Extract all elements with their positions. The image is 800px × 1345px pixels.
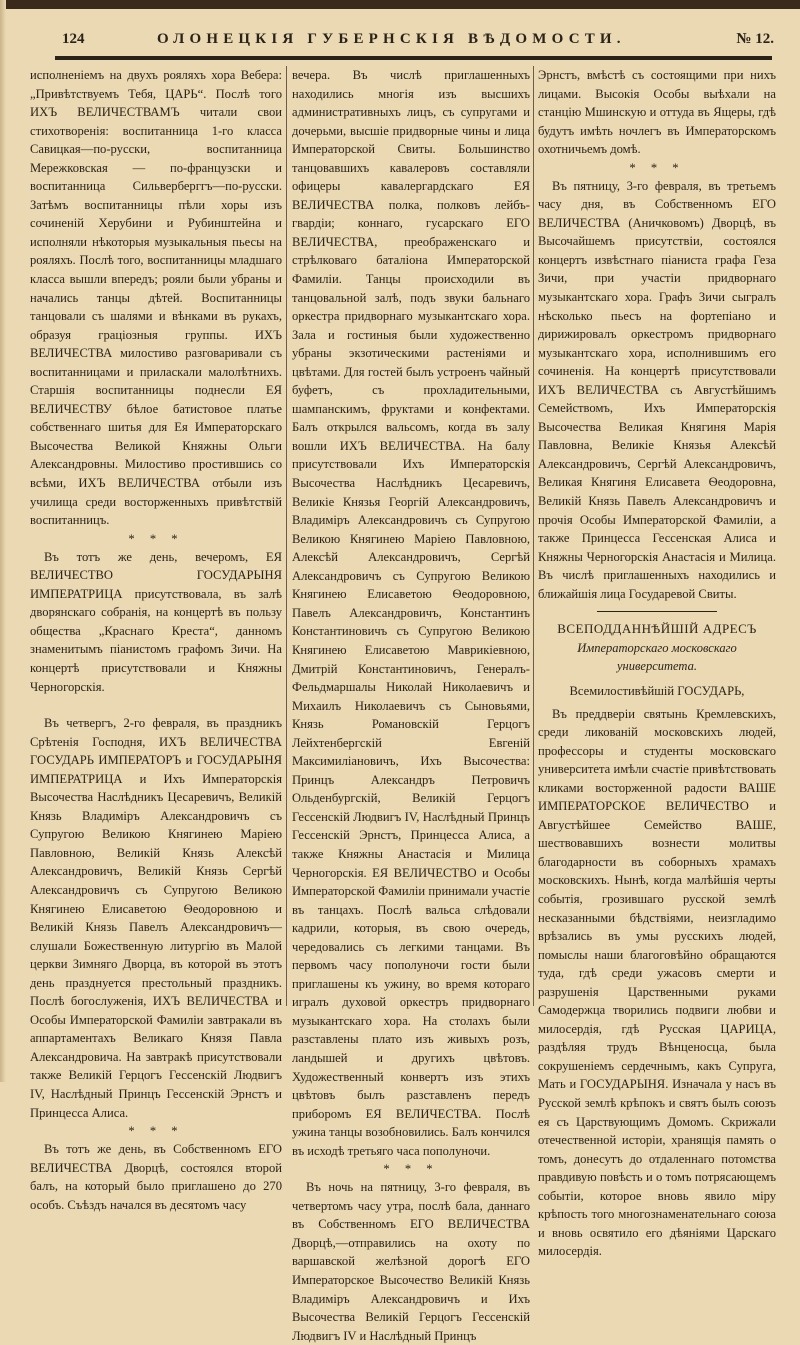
page-shadow xyxy=(0,0,6,1082)
section-separator: * * * xyxy=(383,1162,439,1177)
paragraph: Въ четвергъ, 2-го февраля, въ праздникъ Срѣтенія Господня, ИХЪ ВЕЛИЧЕСТВА ГОСУДАРЬ ИМПЕРАТОРЪ и ГОСУДАРЫНЯ ИМПЕРАТРИЦА и Ихъ Императорскія Высочества Наслѣдникъ Цесаревичъ, Великій Князь Владиміръ Александровичъ съ Супругою Великою Княгинею Маріею Павловною, Великій Князь Алексѣй Александровичъ, Великій Князь Сергѣй Александровичъ съ Супругою Великою Княгинею Елисаветою Ѳеодоровною и Великій Князь Павелъ Александровичъ—слушали Божественную литургію въ Малой церкви Зимняго Дворца, въ которой въ этотъ день празднуется престольный праздникъ. Послѣ богослуженія, ИХЪ ВЕЛИЧЕСТВА и Особы Императорской Фамиліи завтракали въ аппартаментахъ Великаго Князя Павла Александровича. На завтракѣ присутствовали также Великій Герцогъ Гессенскій Людвигъ IV, Наслѣдный Принцъ Гессенскій Эрнстъ и Принцесса Алиса. xyxy=(30,716,282,1120)
address-salutation: Всемилостивѣйшій ГОСУДАРЬ, xyxy=(569,683,745,698)
paragraph: исполненіемъ на двухъ рояляхъ хора Вебера: „Привѣтствуемъ Тебя, ЦАРЬ“. Послѣ того ИХЪ ВЕЛИЧЕСТВАМЪ читали свои стихотворенія: воспитанница 1-го класса Савицкая—по-русски, воспитанница Мережковская — по-французски и воспитанница Сильверберггъ—по-русски. Затѣмъ воспитанницы пѣли хоры изъ сочиненій Херубини и Рубинштейна и исполняли нѣкоторыя музыкальныя пьесы на рояляхъ. Послѣ того, воспитанницы младшаго класса вышли впередъ; рояли были убраны и начались танцы дѣтей. Воспитанницы танцовали съ шалями и вѣнками въ рукахъ, образуя граціозныя группы. ИХЪ ВЕЛИЧЕСТВА милостиво разговаривали съ воспитанницами и приласкали малолѣтнихъ. Старшія воспитанницы поднесли ЕЯ ВЕЛИЧЕСТВУ бѣлое батистовое платье собственнаго шитья для Ея Императорскаго Высочества Великой Княжны Ольги Александровны. Милостиво простившись со всѣми, ИХЪ ВЕЛИЧЕСТВА отбыли изъ училища среди восторженныхъ привѣтствій воспитанницъ. xyxy=(30,68,282,528)
address-body: Въ преддверіи святынь Кремлевскихъ, среди ликованій московскихъ людей, профессоры и студенты московскаго университета имѣли счастіе привѣтствовать кликами восторженной радости ВАШЕ ИМПЕРАТОРСКОЕ ВЕЛИЧЕСТВО и Августѣйшее Семейство ВАШЕ, шествовавшихъ вознести молитвы благодарности въ соборныхъ храмахъ московскихъ. Нынѣ, когда малѣйшія черты событія, грозившаго русской землѣ несказанными бѣдствіями, неизгладимо врѣзались въ умы русскихъ людей, помыслы наши благоговѣйно обращаются туда, гдѣ среди ужасовъ смерти и разрушенія Царственными руками Самодержца творились подвиги любви и милосердія, гдѣ Русская ЦАРИЦА, раздѣляя трудъ Вѣнценосца, была сокрушеніемъ сердечнымъ, какъ Супруга, Мать и ГОСУДАРЫНЯ. Изначала у насъ въ Русской землѣ крѣпокъ и святъ былъ союзъ ея съ Царствующимъ Домомъ. Скрижали отечественной исторіи, хранящія память о томъ, донесутъ до отдаленнаго потомства правдивую повѣсть и о томъ потрясающемъ событіи, которое вновь явило міру крѣпость того многознаменательнаго союза и вновь освятило его дѣяніями Царскаго милосердія. xyxy=(538,706,776,1259)
column-1 xyxy=(30,66,282,1214)
newspaper-title: ОЛОНЕЦКІЯ ГУБЕРНСКІЯ ВѢДОМОСТИ. xyxy=(157,31,626,47)
column-2 xyxy=(292,66,530,1345)
address-heading: ВСЕПОДДАННѢЙШІЙ АДРЕСЪ xyxy=(557,621,757,637)
section-separator: * * * xyxy=(629,160,685,175)
address-subheading: Императорскаго московскаго университета. xyxy=(577,640,737,674)
paragraph: вечера. Въ числѣ приглашенныхъ находились многія изъ высшихъ административныхъ лицъ, съ супругами и дочерьми, высшіе придворные чины и лица Императорской Свиты. Большинство танцовавшихъ кавалеровъ составляли офицеры кавалергардскаго ЕЯ ВЕЛИЧЕСТВА полка, полковъ лейбъ-гвардіи; коннаго, гусарскаго ЕГО ВЕЛИЧЕСТВА, преображенскаго и стрѣлковаго баталіона Императорской Фамиліи. Танцы происходили въ танцовальной залѣ, подъ звуки бальнаго оркестра придворнаго музыкантскаго хора. Зала и гостиныя были художественно убраны экзотическими растеніями и цвѣтами. Для гостей былъ устроенъ чайный буфетъ, съ прохладительными, шампанскимъ, фруктами и конфектами. Балъ открылся вальсомъ, когда въ залу вошли ИХЪ ВЕЛИЧЕСТВА. На балу присутствовали Ихъ Императорскія Высочества Наслѣдникъ Цесаревичъ, Великіе Князья Георгій Александровичъ, Владиміръ Александровичъ съ Супругою Великою Княгинею Маріею Павловною, Алексѣй Александровичъ, Сергѣй Александровичъ съ Супругою Великою Княгинею Елисаветою Ѳеодоровною, Павелъ Александровичъ, Константинъ Константиновичъ съ Супругою Великою Княгинею Елисаветою Маврикіевною, Дмитрій Константиновичъ, Генералъ-Фельдмаршалы Николай Николаевичъ и Михаилъ Николаевичъ съ Сыновьями, Князь Романовскій Герцогъ Лейхтенбергскій Евгеній Максимиліановичъ, Ихъ Высочества: Принцъ Александръ Петровичъ Ольденбургскій, Великій Герцогъ Гессенскій Людвигъ IV, Наслѣдный Принцъ Гессенскій Эрнстъ, Принцесса Алиса, а также Княжны Анастасія и Милица Черногорскія. ЕЯ ВЕЛИЧЕСТВО и Особы Императорской Фамиліи принимали участіе въ танцахъ. Послѣ вальса слѣдовали кадрили, которыя, въ свою очередь, чередовались съ легкими танцами. Въ первомъ часу пополуночи гости были приглашены къ ужину, во время котораго игралъ духовой оркестръ придворнаго музыкантскаго хора. На столахъ были разставлены плато изъ живыхъ розъ, ландышей и другихъ цвѣтовъ. Художественный конвертъ изъ этихъ цвѣтовъ былъ разставленъ передъ приборомъ ЕЯ ВЕЛИЧЕСТВА. Послѣ ужина танцы возобновились. Балъ кончился въ исходѣ третьяго часа пополуночи. xyxy=(292,68,530,1158)
paragraph: Въ пятницу, 3-го февраля, въ третьемъ часу дня, въ Собственномъ ЕГО ВЕЛИЧЕСТВА (Аничковомъ) Дворцѣ, въ Высочайшемъ присутствіи, состоялся концертъ извѣстнаго піаниста графа Геза Зичи, при участіи придворнаго музыкантскаго хора. Графъ Зичи сыгралъ нѣсколько пьесъ на фортепіано и дирижировалъ оркестромъ придворнаго музыкантскаго хора, исполнившимъ его сочиненія. На концертѣ присутствовали ИХЪ ВЕЛИЧЕСТВА съ Августѣйшимъ Семействомъ, Ихъ Императорскія Высочества Великая Княгиня Марія Павловна, Великіе Князья Алексѣй Александровичъ, Сергѣй Александровичъ, Великая Княгиня Елисавета Ѳеодоровна, Великій Князь Павелъ Александровичъ и прочія Особы Императорской Фамиліи, а также Принцесса Гессенская Алиса и Княжны Черногорскія Анастасія и Милица. Въ числѣ приглашенныхъ находились и ближайшія лица Государевой Свиты. xyxy=(538,178,776,601)
divider-rule xyxy=(597,611,717,612)
column-divider xyxy=(533,66,534,1006)
page-header xyxy=(62,31,774,55)
section-separator: * * * xyxy=(128,531,184,546)
paragraph: Въ тотъ же день, вечеромъ, ЕЯ ВЕЛИЧЕСТВО ГОСУДАРЫНЯ ИМПЕРАТРИЦА присутствовала, въ залѣ дворянскаго собранія, на концертѣ въ пользу общества „Краснаго Креста“, данномъ знаменитымъ піанистомъ графомъ Зичи. На концертѣ присутствовали и Княжны Черногорскія. xyxy=(30,549,282,694)
section-separator: * * * xyxy=(128,1124,184,1139)
paragraph: Эрнстъ, вмѣстѣ съ состоящими при нихъ лицами. Высокія Особы выѣхали на станцію Мшинскую и оттуда въ Ящеры, гдѣ будутъ имѣть ночлегъ въ Императорскомъ охотничьемъ домѣ. xyxy=(538,68,776,157)
issue-number: № 12. xyxy=(736,31,774,47)
scan-edge xyxy=(0,0,800,9)
header-rule xyxy=(55,56,772,60)
column-divider xyxy=(286,66,287,1006)
paragraph: Въ тотъ же день, въ Собственномъ ЕГО ВЕЛИЧЕСТВА Дворцѣ, состоялся второй балъ, на который было приглашено до 270 особъ. Съѣздъ начался въ десятомъ часу xyxy=(30,1142,282,1212)
paragraph: Въ ночь на пятницу, 3-го февраля, въ четвертомъ часу утра, послѣ бала, даннаго въ Собственномъ ЕГО ВЕЛИЧЕСТВА Дворцѣ,—отправились на охоту по варшавской желѣзной дорогѣ ЕГО Императорское Высочество Великій Князь Владиміръ Александровичъ и Ихъ Высочества Великій Герцогъ Гессенскій Людвигъ IV и Наслѣдный Принцъ xyxy=(292,1180,530,1343)
page-number: 124 xyxy=(62,31,85,47)
